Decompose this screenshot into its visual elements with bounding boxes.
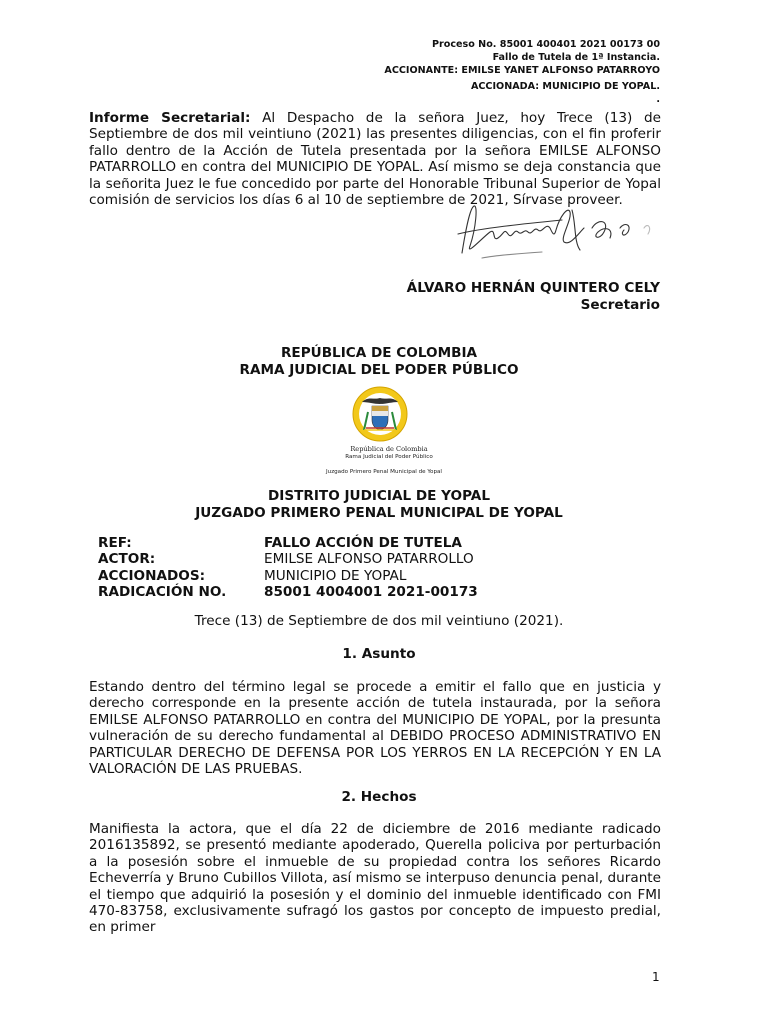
accionados-row: [98, 568, 478, 584]
section-hechos-text: Manifiesta la actora, que el día 22 de diciembre de 2016 mediante radicado 2016135892, se presentó mediante apoderado, Querella policiva por perturbación a la posesión sobre el inmueble de su propiedad contra los señores Ricardo Echeverría y Bruno Cubillos Villota, así mismo se interpuso denuncia penal, durante el tiempo que adquirió la posesión y el dominio del inmueble identificado con FMI 470-83758, exclusivamente sufragó los gastos por concepto de impuesto predial, en primer: [89, 821, 661, 936]
section-hechos-heading: 2. Hechos: [341, 789, 417, 805]
header-process-number: Proceso No. 85001 400401 2021 00173 00: [431, 39, 660, 50]
actor-row: [98, 551, 478, 567]
title-rama-judicial: RAMA JUDICIAL DEL PODER PÚBLICO: [239, 362, 519, 378]
radicacion-row: [98, 584, 478, 600]
seal-line-juzgado: Juzgado Primero Penal Municipal de Yopal: [326, 469, 442, 475]
actor-label: ACTOR:: [98, 551, 156, 568]
accionados-label: ACCIONADOS:: [98, 567, 206, 584]
informe-text: Al Despacho de la señora Juez, hoy Trece (13) de Septiembre de dos mil veintiuno (2021) las presentes diligencias, con el fin proferir fallo dentro de la Acción de Tutela presentada por la señora EMILSE ALFONSO PATARROLLO en contra del MUNICIPIO DE YOPAL. Así mismo se deja constancia que la señorita Juez le fue concedido por parte del Honorable Tribunal Superior de Yopal comisión de servicios los días 6 al 10 de septiembre de 2021, Sírvase proveer.: [89, 110, 661, 209]
ref-row: [98, 535, 478, 551]
signature-block: [407, 280, 660, 314]
header-instance: Fallo de Tutela de 1ª Instancia.: [492, 52, 660, 63]
signer-name: ÁLVARO HERNÁN QUINTERO CELY: [406, 280, 660, 296]
informe-secretarial: [89, 110, 661, 208]
decision-date: Trece (13) de Septiembre de dos mil veintiuno (2021).: [194, 613, 564, 629]
header-plaintiff: ACCIONANTE: EMILSE YANET ALFONSO PATARROYO: [384, 65, 660, 76]
seal-line-rama: Rama Judicial del Poder Público: [345, 454, 433, 460]
seal-line-republica: República de Colombia: [350, 445, 428, 453]
reference-block: [98, 535, 478, 601]
document-title: [89, 345, 669, 379]
case-header: [384, 38, 660, 106]
section-asunto-heading: 1. Asunto: [342, 646, 416, 662]
ref-value: FALLO ACCIÓN DE TUTELA: [264, 535, 462, 551]
informe-label: Informe Secretarial:: [89, 110, 251, 126]
handwritten-signature: [452, 198, 662, 266]
header-defendant: ACCIONADA: MUNICIPIO DE YOPAL.: [470, 81, 660, 92]
header-dot: .: [656, 94, 660, 105]
signer-role: Secretario: [580, 297, 660, 313]
accionados-value: MUNICIPIO DE YOPAL: [264, 567, 407, 584]
actor-value: EMILSE ALFONSO PATARROLLO: [264, 551, 474, 568]
court-juzgado: JUZGADO PRIMERO PENAL MUNICIPAL DE YOPAL: [195, 505, 563, 521]
section-asunto-text: Estando dentro del término legal se procede a emitir el fallo que en justicia y derecho corresponde en la presente acción de tutela instaurada, por la señora EMILSE ALFONSO PATARROLLO en contra del MUNICIPIO DE YOPAL, por la presunta vulneración de su derecho fundamental al DEBIDO PROCESO ADMINISTRATIVO EN PARTICULAR DERECHO DE DEFENSA POR LOS YERROS EN LA RECEPCIÓN Y EN LA VALORACIÓN DE LAS PRUEBAS.: [89, 679, 661, 778]
radicacion-label: RADICACIÓN NO.: [98, 584, 227, 601]
radicacion-value: 85001 4004001 2021-00173: [264, 584, 478, 601]
court-seal: [318, 382, 450, 477]
title-republic: REPÚBLICA DE COLOMBIA: [280, 345, 478, 361]
page-number: 1: [652, 970, 660, 984]
court-name: [89, 488, 669, 522]
coat-of-arms-icon: [318, 382, 450, 442]
ref-label: REF:: [98, 535, 132, 551]
court-district: DISTRITO JUDICIAL DE YOPAL: [268, 488, 490, 504]
